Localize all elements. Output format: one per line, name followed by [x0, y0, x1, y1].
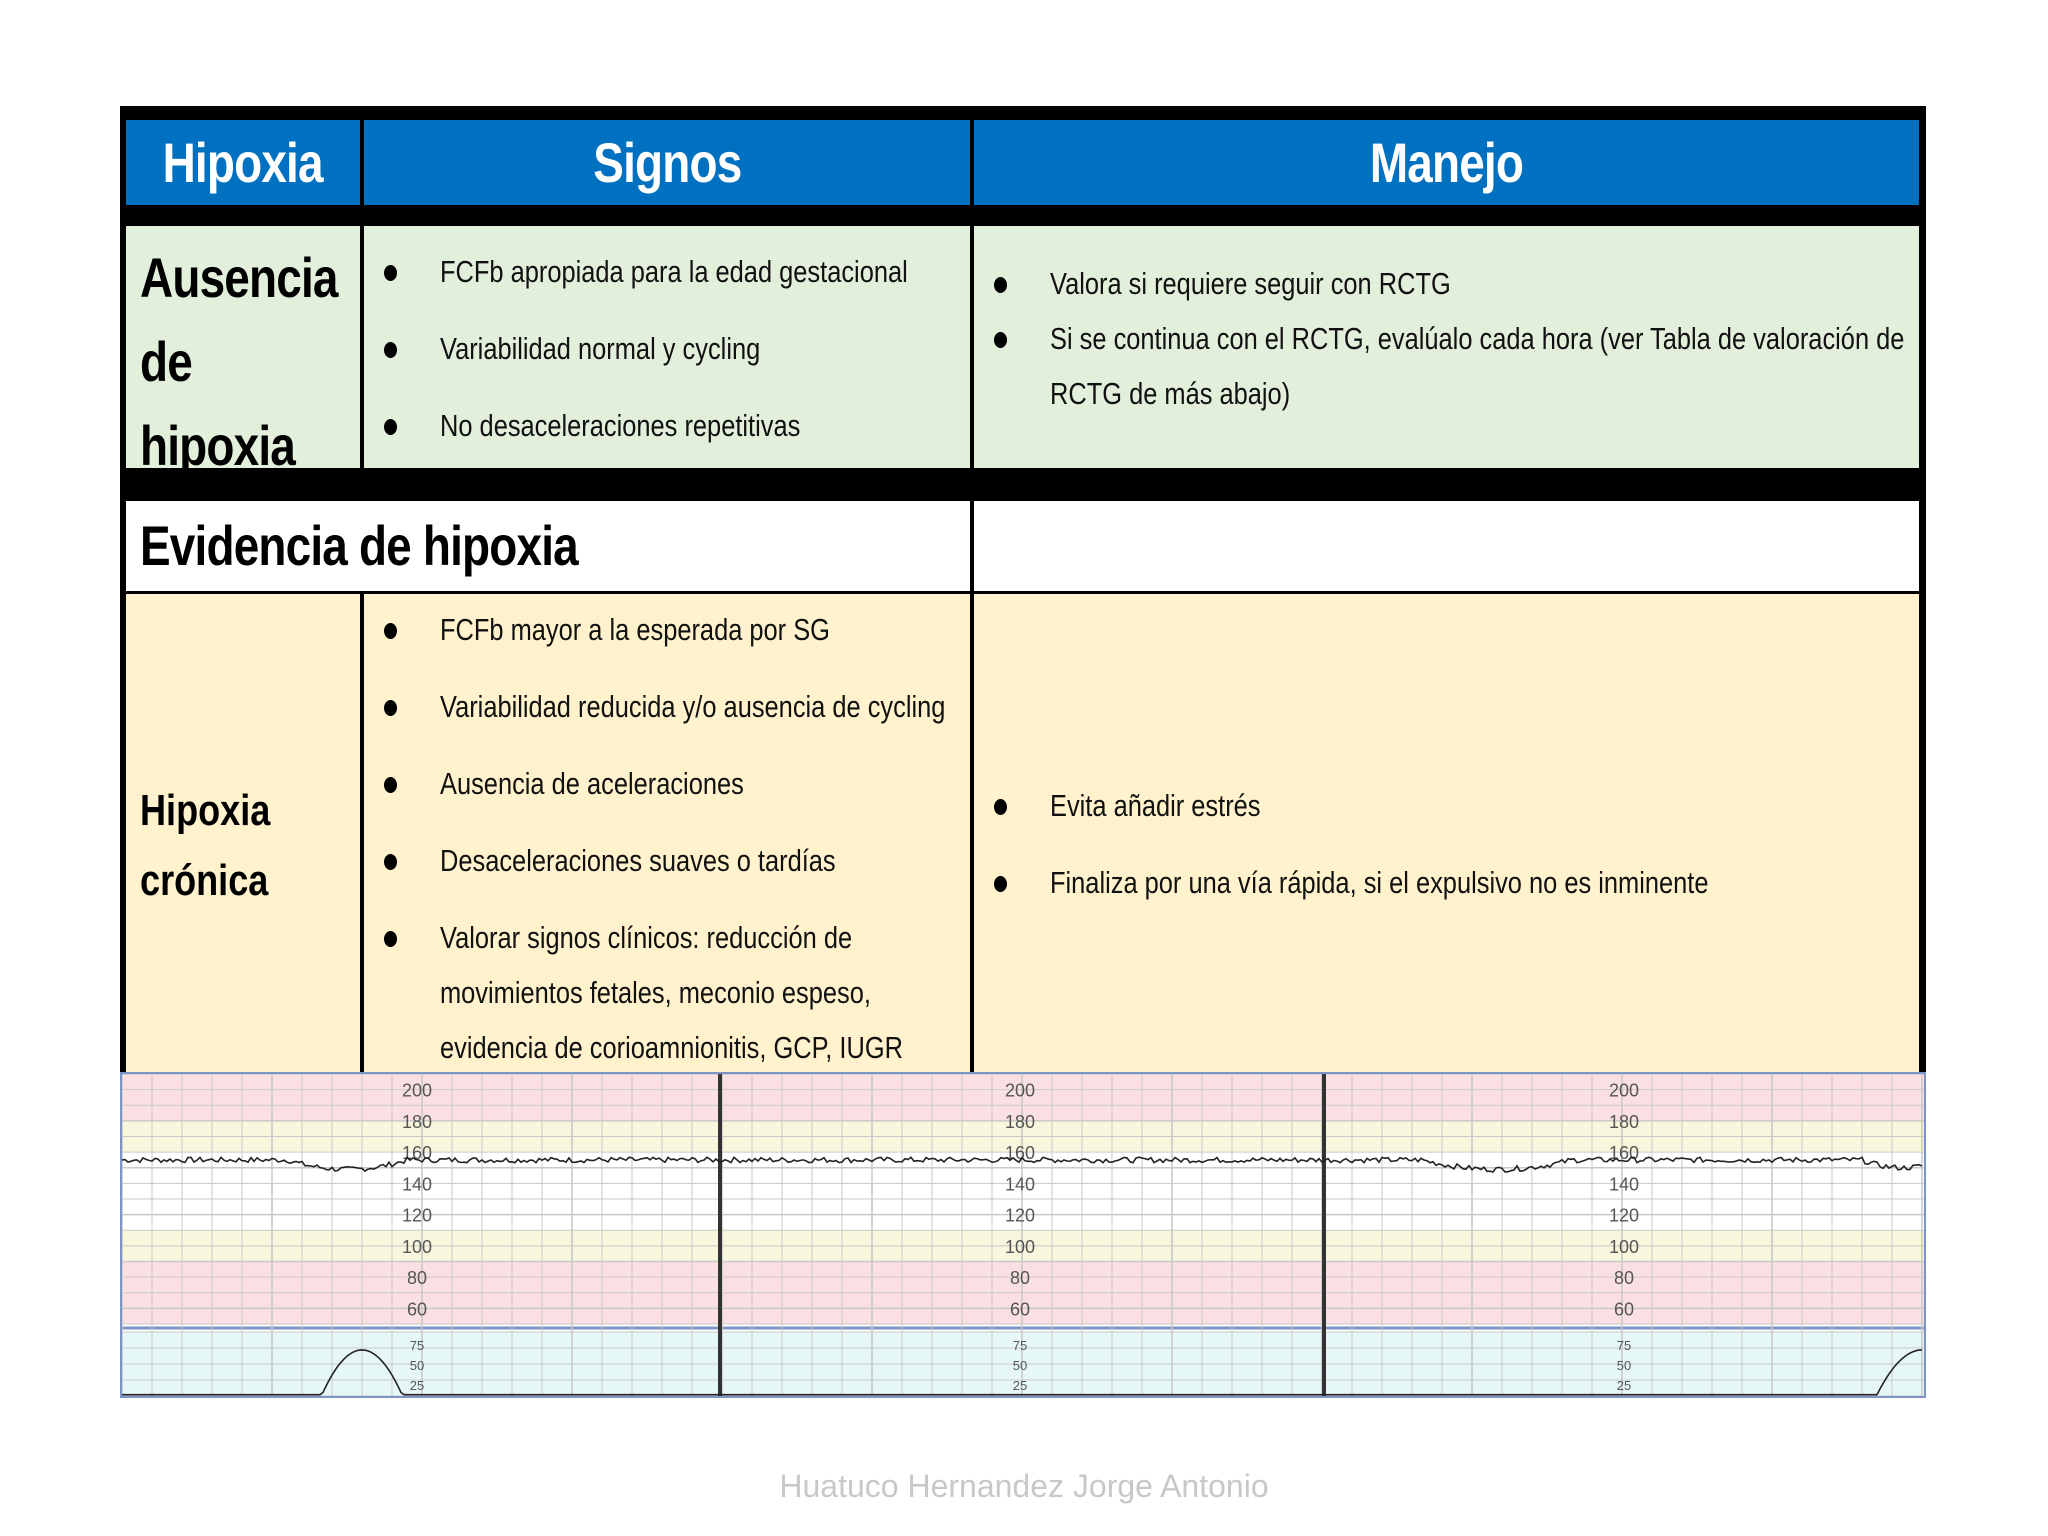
list-item: Valora si requiere seguir con RCTG: [974, 266, 1919, 321]
list-item: Finaliza por una vía rápida, si el expulsivo no es inminente: [974, 865, 1919, 942]
fhr-scale-label: 180: [1608, 1111, 1640, 1132]
list-item: FCFb mayor a la esperada por SG: [364, 612, 970, 689]
toco-scale-label: 50: [409, 1358, 425, 1373]
fhr-scale-label: 60: [1613, 1299, 1635, 1320]
toco-scale-label: 75: [1616, 1338, 1632, 1353]
fhr-scale-label: 60: [406, 1299, 428, 1320]
list-item: Si se continua con el RCTG, evalúalo cada hora (ver Tabla de valoración de: [974, 321, 1919, 376]
toco-scale-label: 25: [409, 1378, 425, 1393]
list-item: Variabilidad reducida y/o ausencia de cycling: [364, 689, 970, 766]
header-manejo: [974, 120, 1919, 205]
fhr-scale-label: 160: [1004, 1143, 1036, 1164]
signos-list: [364, 254, 970, 485]
header-signos-text: Signos: [592, 131, 742, 194]
row-ausencia-label: [126, 226, 360, 477]
section-title: [126, 501, 970, 591]
fhr-scale-label: 60: [1009, 1299, 1031, 1320]
label-line: crónica: [140, 856, 269, 905]
label-line: hipoxia: [140, 414, 296, 477]
list-item-continuation: movimientos fetales, meconio espeso,: [440, 975, 871, 1010]
row-ausencia-manejo: [974, 226, 1919, 468]
ctg-tracing: [120, 1072, 1926, 1398]
list-item-continuation: evidencia de corioamnionitis, GCP, IUGR: [440, 1030, 903, 1065]
fhr-scale-label: 80: [406, 1268, 428, 1289]
hypoxia-table: [120, 106, 1926, 1072]
fhr-scale-label: 180: [401, 1111, 433, 1132]
toco-scale-label: 75: [1012, 1338, 1028, 1353]
list-item: Evita añadir estrés: [974, 788, 1919, 865]
manejo-list: [974, 788, 1919, 942]
fhr-scale-label: 160: [401, 1143, 433, 1164]
fhr-scale-label: 200: [1608, 1080, 1640, 1101]
list-item-continuation: RCTG de más abajo): [1050, 376, 1291, 411]
row-cronica-manejo: [974, 594, 1919, 1072]
fhr-scale-label: 120: [401, 1205, 433, 1226]
label-line: de: [140, 330, 192, 393]
header-manejo-text: Manejo: [1369, 131, 1524, 194]
row-cronica-signos: [364, 594, 970, 1072]
list-item: Valorar signos clínicos: reducción de: [364, 920, 970, 975]
fhr-scale-label: 80: [1613, 1268, 1635, 1289]
fhr-scale-label: 100: [1608, 1236, 1640, 1257]
list-item: No desaceleraciones repetitivas: [364, 408, 970, 485]
header-signos: [364, 120, 970, 205]
list-item: Ausencia de aceleraciones: [364, 766, 970, 843]
toco-scale-label: 25: [1616, 1378, 1632, 1393]
fhr-scale-label: 80: [1009, 1268, 1031, 1289]
ctg-graph: [122, 1074, 1924, 1396]
row-ausencia-signos: [364, 226, 970, 468]
toco-scale-label: 75: [409, 1338, 425, 1353]
manejo-list: [974, 266, 1919, 431]
fhr-scale-label: 160: [1608, 1143, 1640, 1164]
list-item: Variabilidad normal y cycling: [364, 331, 970, 408]
header-hipoxia-text: Hipoxia: [162, 131, 324, 194]
toco-scale-label: 25: [1012, 1378, 1028, 1393]
toco-scale-label: 50: [1616, 1358, 1632, 1373]
row-cronica-label: [126, 594, 360, 1072]
header-hipoxia: [126, 120, 360, 205]
fhr-scale-label: 100: [1004, 1236, 1036, 1257]
fhr-scale-label: 120: [1004, 1205, 1036, 1226]
label-line: Ausencia: [140, 246, 338, 309]
fhr-scale-label: 100: [401, 1236, 433, 1257]
section-title-empty: [974, 501, 1919, 591]
author-footer: Huatuco Hernandez Jorge Antonio: [779, 1468, 1269, 1504]
toco-scale-label: 50: [1012, 1358, 1028, 1373]
fhr-scale-label: 140: [1608, 1174, 1640, 1195]
section-title-text: Evidencia de hipoxia: [140, 514, 578, 577]
fhr-scale-label: 140: [1004, 1174, 1036, 1195]
fhr-scale-label: 140: [401, 1174, 433, 1195]
list-item: Desaceleraciones suaves o tardías: [364, 843, 970, 920]
slide: [120, 106, 1926, 1486]
label-line: Hipoxia: [140, 786, 271, 835]
fhr-scale-label: 120: [1608, 1205, 1640, 1226]
fhr-scale-label: 180: [1004, 1111, 1036, 1132]
fhr-scale-label: 200: [401, 1080, 433, 1101]
signos-list: [364, 612, 970, 1085]
list-item: FCFb apropiada para la edad gestacional: [364, 254, 970, 331]
fhr-scale-label: 200: [1004, 1080, 1036, 1101]
